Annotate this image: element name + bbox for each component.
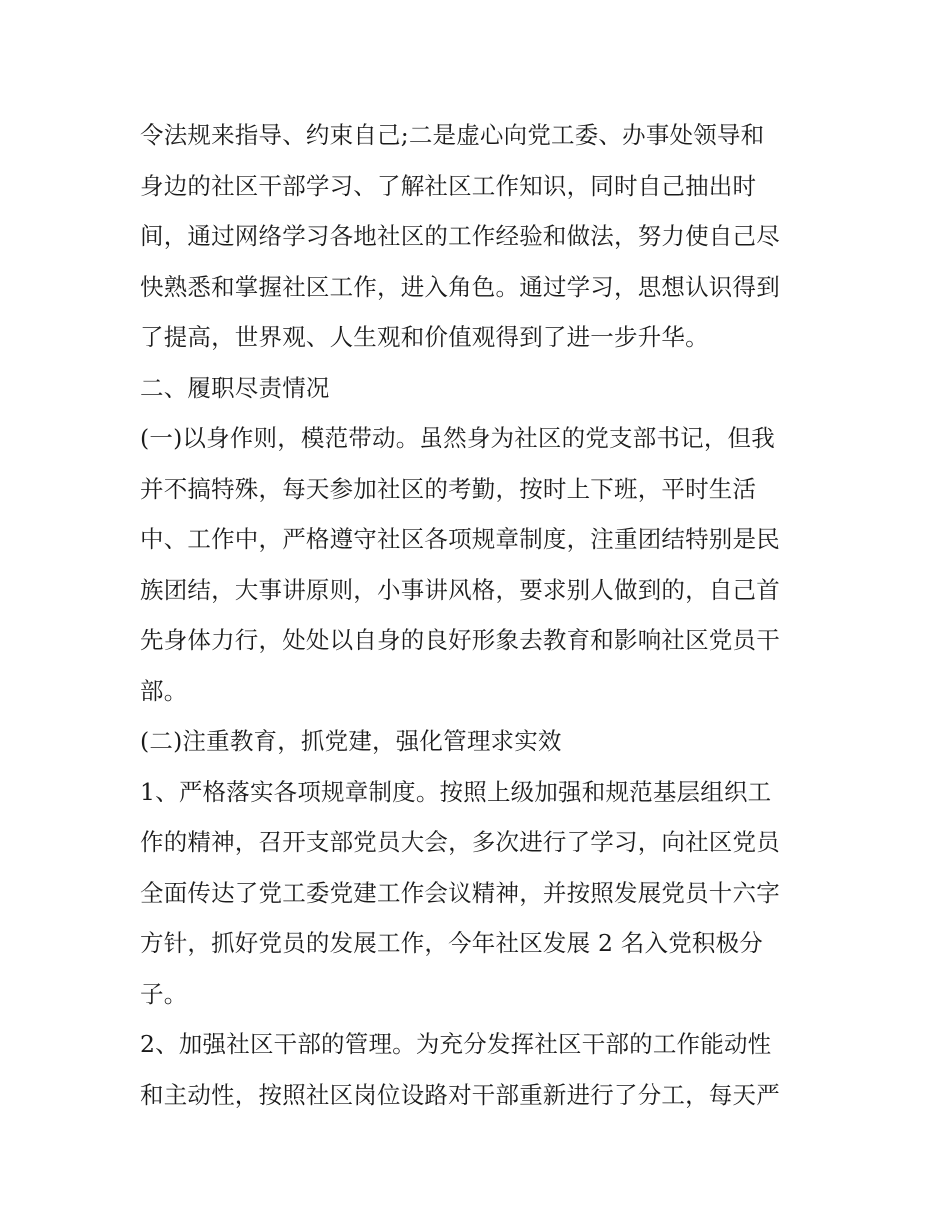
text-line: 中、工作中，严格遵守社区各项规章制度，注重团结特别是民 [140, 525, 780, 553]
text-line: 快熟悉和掌握社区工作，进入角色。通过学习，思想认识得到 [140, 272, 780, 301]
text-line: (一)以身作则，模范带动。虽然身为社区的党支部书记，但我 [140, 424, 775, 452]
text-line: 和主动性，按照社区岗位设路对干部重新进行了分工，每天严 [140, 1080, 780, 1109]
text-line: 族团结，大事讲原则，小事讲风格，要求别人做到的，自己首 [140, 575, 780, 604]
text-line: 先身体力行，处处以自身的良好形象去教育和影响社区党员干 [140, 626, 780, 654]
text-line: 子。 [140, 979, 188, 1008]
subsection-heading: (二)注重教育，抓党建，强化管理求实效 [140, 727, 562, 755]
text-line: 并不搞特殊，每天参加社区的考勤，按时上下班，平时生活 [140, 474, 757, 503]
text-line: 间，通过网络学习各地社区的工作经验和做法，努力使自己尽 [140, 222, 780, 250]
document-body [140, 110, 820, 1120]
text-line: 身边的社区干部学习、了解社区工作知识，同时自己抽出时 [140, 171, 757, 200]
text-line: 作的精神，召开支部党员大会，多次进行了学习，向社区党员 [140, 828, 780, 856]
section-heading: 二、履职尽责情况 [140, 373, 330, 402]
text-line: 1、严格落实各项规章制度。按照上级加强和规范基层组织工 [140, 777, 772, 806]
text-line: 部。 [140, 676, 188, 705]
text-line: 令法规来指导、约束自己;二是虚心向党工委、办事处领导和 [140, 121, 765, 149]
text-line: 2、加强社区干部的管理。为充分发挥社区干部的工作能动性 [140, 1030, 772, 1058]
text-line: 全面传达了党工委党建工作会议精神，并按照发展党员十六字 [140, 878, 780, 907]
text-line: 了提高，世界观、人生观和价值观得到了进一步升华。 [140, 323, 709, 351]
text-line: 方针，抓好党员的发展工作，今年社区发展 2 名入党积极分 [140, 929, 763, 957]
